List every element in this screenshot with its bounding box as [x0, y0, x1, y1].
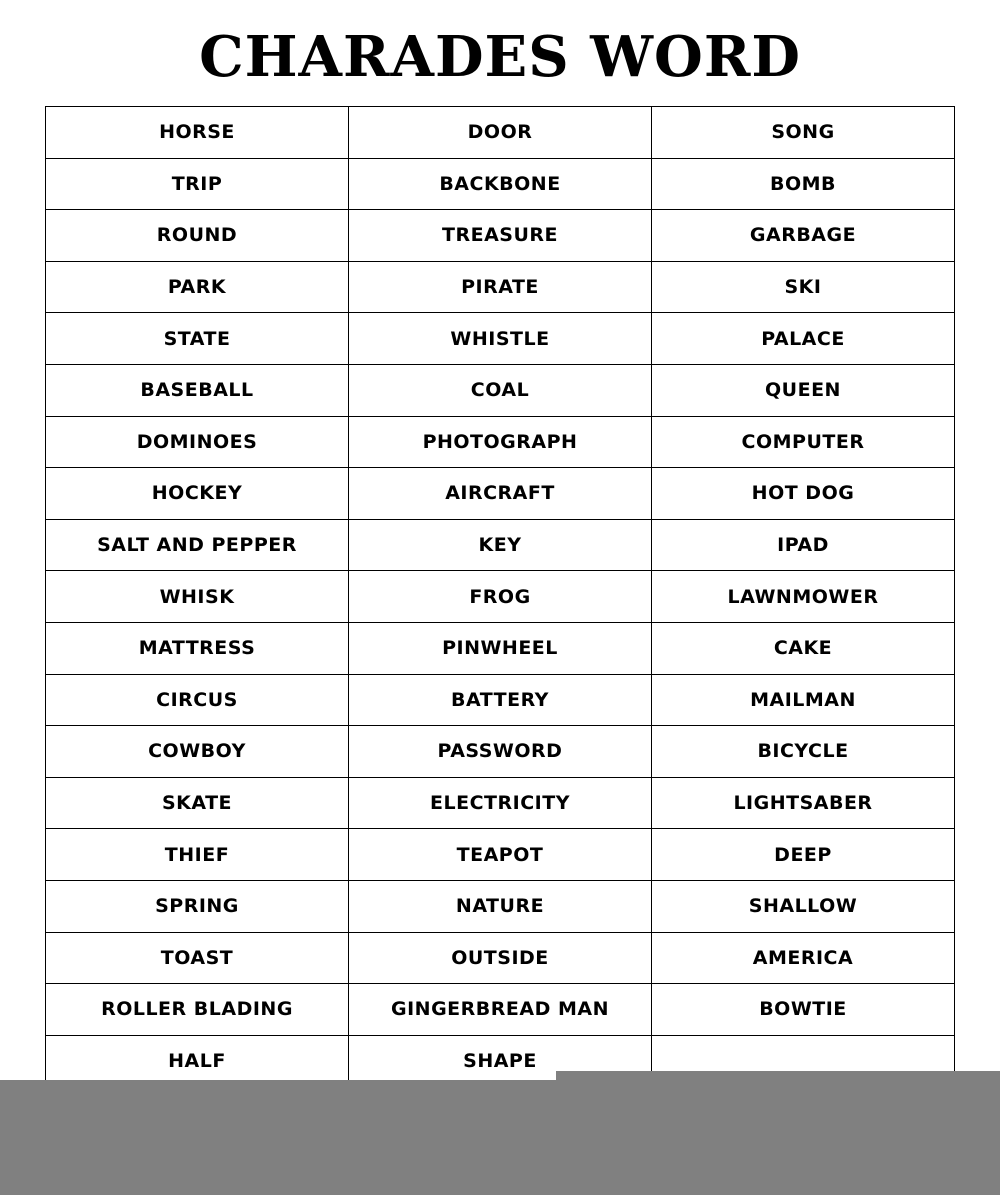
charades-word-table — [45, 106, 955, 1087]
word-cell: WHISTLE — [349, 313, 652, 365]
word-cell: CAKE — [652, 622, 955, 674]
word-cell: TOAST — [46, 932, 349, 984]
table-row — [46, 364, 955, 416]
word-cell: ELECTRICITY — [349, 777, 652, 829]
word-cell: ROUND — [46, 210, 349, 262]
table-row — [46, 519, 955, 571]
word-cell: SONG — [652, 107, 955, 159]
word-cell: HALF — [46, 1035, 349, 1087]
word-cell: COMPUTER — [652, 416, 955, 468]
word-cell: BASEBALL — [46, 364, 349, 416]
word-cell: FROG — [349, 571, 652, 623]
word-cell: BOWTIE — [652, 984, 955, 1036]
table-row — [46, 468, 955, 520]
word-cell: PASSWORD — [349, 726, 652, 778]
table-row — [46, 726, 955, 778]
word-cell: SHAPE — [349, 1035, 652, 1087]
word-cell: TRIP — [46, 158, 349, 210]
word-cell: PINWHEEL — [349, 622, 652, 674]
word-cell: HORSE — [46, 107, 349, 159]
word-cell: LAWNMOWER — [652, 571, 955, 623]
word-cell: PALACE — [652, 313, 955, 365]
word-cell: PARK — [46, 261, 349, 313]
word-cell: TEAPOT — [349, 829, 652, 881]
word-cell: COWBOY — [46, 726, 349, 778]
bottom-gray-overlay — [0, 1080, 1000, 1195]
word-cell: LIGHTSABER — [652, 777, 955, 829]
table-row — [46, 107, 955, 159]
page-title: CHARADES WORD — [199, 24, 801, 90]
word-cell: MAILMAN — [652, 674, 955, 726]
word-cell: STATE — [46, 313, 349, 365]
word-cell: BOMB — [652, 158, 955, 210]
word-cell: DOMINOES — [46, 416, 349, 468]
table-row — [46, 984, 955, 1036]
word-cell: PIRATE — [349, 261, 652, 313]
word-cell: DOOR — [349, 107, 652, 159]
word-cell: AMERICA — [652, 932, 955, 984]
word-cell: GARBAGE — [652, 210, 955, 262]
table-row — [46, 416, 955, 468]
word-cell: SKI — [652, 261, 955, 313]
word-cell: NATURE — [349, 880, 652, 932]
table-row — [46, 829, 955, 881]
table-row — [46, 313, 955, 365]
word-cell: COAL — [349, 364, 652, 416]
table-row — [46, 210, 955, 262]
table-row — [46, 622, 955, 674]
word-cell: AIRCRAFT — [349, 468, 652, 520]
table-row — [46, 932, 955, 984]
word-cell: TREASURE — [349, 210, 652, 262]
table-row — [46, 777, 955, 829]
word-cell: HOCKEY — [46, 468, 349, 520]
word-cell: WHISK — [46, 571, 349, 623]
word-cell: ROLLER BLADING — [46, 984, 349, 1036]
word-cell: DEEP — [652, 829, 955, 881]
table-row — [46, 261, 955, 313]
word-cell: BACKBONE — [349, 158, 652, 210]
word-cell: SHALLOW — [652, 880, 955, 932]
word-cell: THIEF — [46, 829, 349, 881]
word-cell: BATTERY — [349, 674, 652, 726]
word-cell: OUTSIDE — [349, 932, 652, 984]
word-cell: BICYCLE — [652, 726, 955, 778]
word-cell: IPAD — [652, 519, 955, 571]
word-cell: GINGERBREAD MAN — [349, 984, 652, 1036]
word-cell: SPRING — [46, 880, 349, 932]
word-cell: CIRCUS — [46, 674, 349, 726]
word-cell: PHOTOGRAPH — [349, 416, 652, 468]
table-row — [46, 158, 955, 210]
word-cell: QUEEN — [652, 364, 955, 416]
table-row — [46, 674, 955, 726]
word-cell: MATTRESS — [46, 622, 349, 674]
table-row — [46, 880, 955, 932]
table-row — [46, 571, 955, 623]
word-cell: KEY — [349, 519, 652, 571]
word-cell: SKATE — [46, 777, 349, 829]
word-cell: SALT AND PEPPER — [46, 519, 349, 571]
word-cell: HOT DOG — [652, 468, 955, 520]
